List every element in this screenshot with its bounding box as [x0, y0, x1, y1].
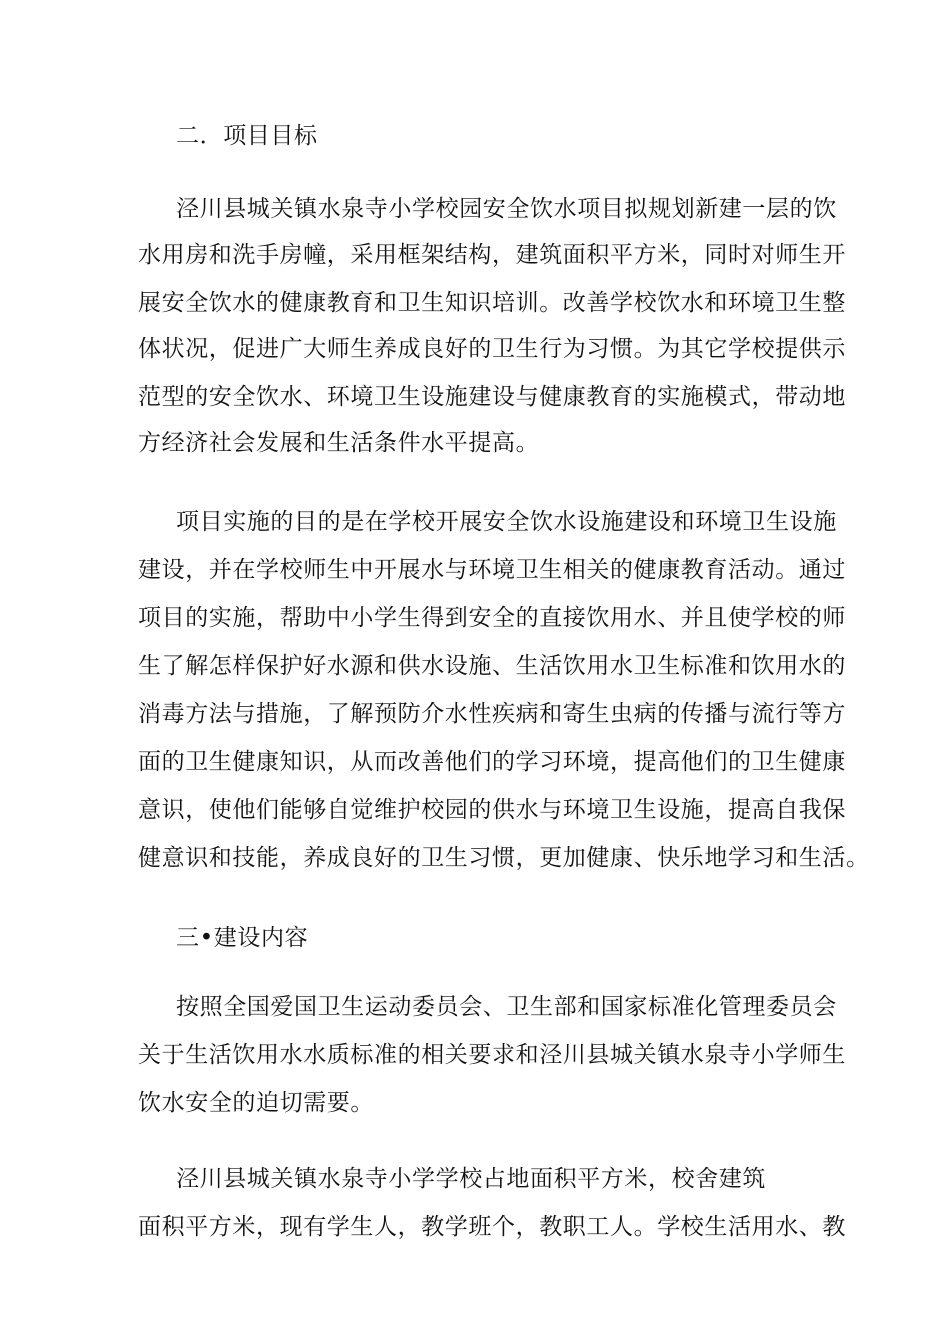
paragraph-line: 展安全饮水的健康教育和卫生知识培训。改善学校饮水和环境卫生整: [138, 290, 846, 316]
paragraph-line: 泾川县城关镇水泉寺小学学校占地面积平方米，校舍建筑: [176, 1166, 766, 1192]
paragraph-line: 生了解怎样保护好水源和供水设施、生活饮用水卫生标准和饮用水的: [138, 653, 846, 679]
paragraph-line: 关于生活饮用水水质标准的相关要求和泾川县城关镇水泉寺小学师生: [138, 1042, 846, 1068]
paragraph-line: 消毒方法与措施，了解预防介水性疾病和寄生虫病的传播与流行等方: [138, 701, 846, 727]
paragraph-line: 水用房和洗手房幢，采用框架结构，建筑面积平方米，同时对师生开: [138, 242, 846, 268]
paragraph-line: 项目的实施，帮助中小学生得到安全的直接饮用水、并且使学校的师: [138, 605, 846, 631]
paragraph-line: 方经济社会发展和生活条件水平提高。: [138, 430, 540, 456]
paragraph-line: 面的卫生健康知识，从而改善他们的学习环境，提高他们的卫生健康: [138, 749, 846, 775]
section-heading-construction: 三•建设内容: [176, 925, 309, 951]
paragraph-line: 意识，使他们能够自觉维护校园的供水与环境卫生设施，提高自我保: [138, 797, 846, 823]
paragraph-line: 面积平方米，现有学生人，教学班个，教职工人。学校生活用水、教: [138, 1214, 846, 1240]
paragraph-line: 饮水安全的迫切需要。: [138, 1090, 374, 1116]
paragraph-line: 范型的安全饮水、环境卫生设施建设与健康教育的实施模式，带动地: [138, 384, 846, 410]
paragraph-line: 健意识和技能，养成良好的卫生习惯，更加健康、快乐地学习和生活。: [138, 845, 870, 871]
paragraph-line: 泾川县城关镇水泉寺小学校园安全饮水项目拟规划新建一层的饮: [176, 196, 837, 222]
paragraph-line: 体状况，促进广大师生养成良好的卫生行为习惯。为其它学校提供示: [138, 336, 846, 362]
paragraph-line: 按照全国爱国卫生运动委员会、卫生部和国家标准化管理委员会: [176, 994, 837, 1020]
paragraph-line: 建设，并在学校师生中开展水与环境卫生相关的健康教育活动。通过: [138, 557, 846, 583]
section-heading-objectives: 二．项目目标: [176, 123, 318, 149]
paragraph-line: 项目实施的目的是在学校开展安全饮水设施建设和环境卫生设施: [176, 509, 837, 535]
